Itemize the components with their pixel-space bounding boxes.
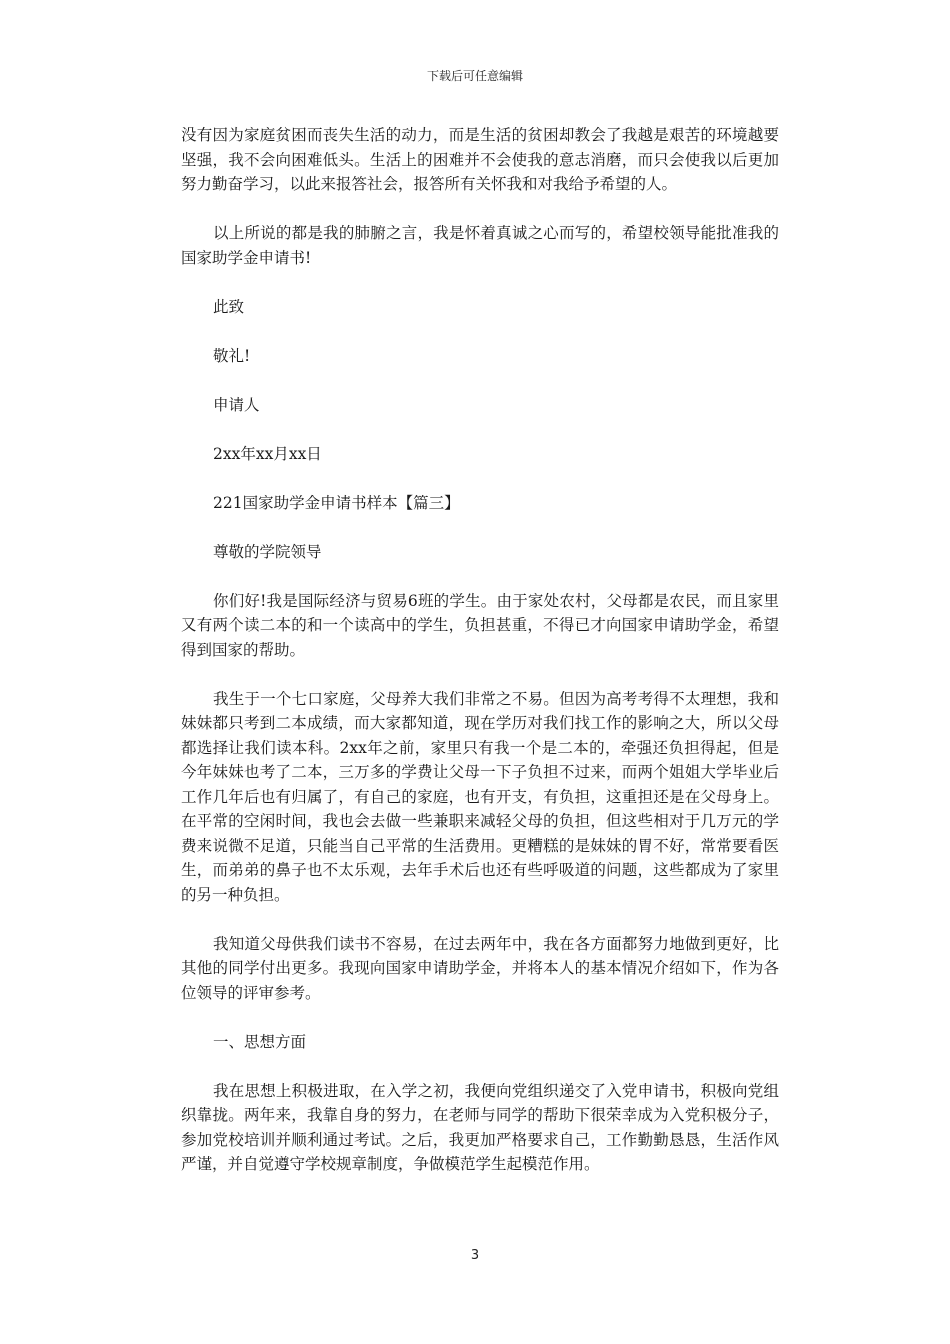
page-header: 下载后可任意编辑 bbox=[426, 69, 523, 83]
paragraph: 我在思想上积极进取，在入学之初，我便向党组织递交了入党申请书，积极向党组织靠拢。两年来，我靠自身的努力，在老师与同学的帮助下很荣幸成为入党积极分子，参加党校培训并顺利通过考试。之后，我更加严格要求自己，工作勤勤恳恳，生活作风严谨，并自觉遵守学校规章制度，争做模范学生起模范作用。 bbox=[181, 1081, 779, 1173]
salutation-jingli: 敬礼! bbox=[213, 346, 251, 365]
section-title: 221国家助学金申请书样本【篇三】 bbox=[213, 493, 460, 512]
salutation-cizhi: 此致 bbox=[213, 297, 245, 316]
greeting: 尊敬的学院领导 bbox=[213, 542, 322, 561]
paragraph: 没有因为家庭贫困而丧失生活的动力，而是生活的贫困却教会了我越是艰苦的环境越要坚强，我不会向困难低头。生活上的困难并不会使我的意志消磨，而只会使我以后更加努力勤奋学习，以此来报答社会，报答所有关怀我和对我给予希望的人。 bbox=[181, 126, 779, 193]
paragraph: 你们好!我是国际经济与贸易6班的学生。由于家处农村，父母都是农民，而且家里又有两个读二本的和一个读高中的学生，负担甚重，不得已才向国家申请助学金，希望得到国家的帮助。 bbox=[181, 591, 779, 659]
document-body bbox=[181, 123, 779, 1201]
applicant-label: 申请人 bbox=[213, 395, 260, 414]
page-number: 3 bbox=[470, 1248, 480, 1263]
paragraph: 我生于一个七口家庭，父母养大我们非常之不易。但因为高考考得不太理想，我和妹妹都只考到二本成绩，而大家都知道，现在学历对我们找工作的影响之大，所以父母都选择让我们读本科。2xx年之前，家里只有我一个是二本的，牵强还负担得起，但是今年妹妹也考了二本，三万多的学费让父母一下子负担不过来，而两个姐姐大学毕业后工作几年后也有归属了，有自己的家庭，也有开支，有负担，这重担还是在父母身上。在平常的空闲时间，我也会去做一些兼职来减轻父母的负担，但这些相对于几万元的学费来说微不足道，只能当自己平常的生活费用。更糟糕的是妹妹的胃不好，常常要看医生，而弟弟的鼻子也不太乐观，去年手术后也还有些呼吸道的问题，这些都成为了家里的另一种负担。 bbox=[181, 689, 779, 904]
subheading: 一、思想方面 bbox=[213, 1032, 307, 1051]
date-line: 2xx年xx月xx日 bbox=[213, 444, 322, 463]
paragraph: 我知道父母供我们读书不容易，在过去两年中，我在各方面都努力地做到更好，比其他的同学付出更多。我现向国家申请助学金，并将本人的基本情况介绍如下，作为各位领导的评审参考。 bbox=[181, 934, 779, 1002]
paragraph: 以上所说的都是我的肺腑之言，我是怀着真诚之心而写的，希望校领导能批准我的国家助学金申请书! bbox=[181, 224, 779, 267]
